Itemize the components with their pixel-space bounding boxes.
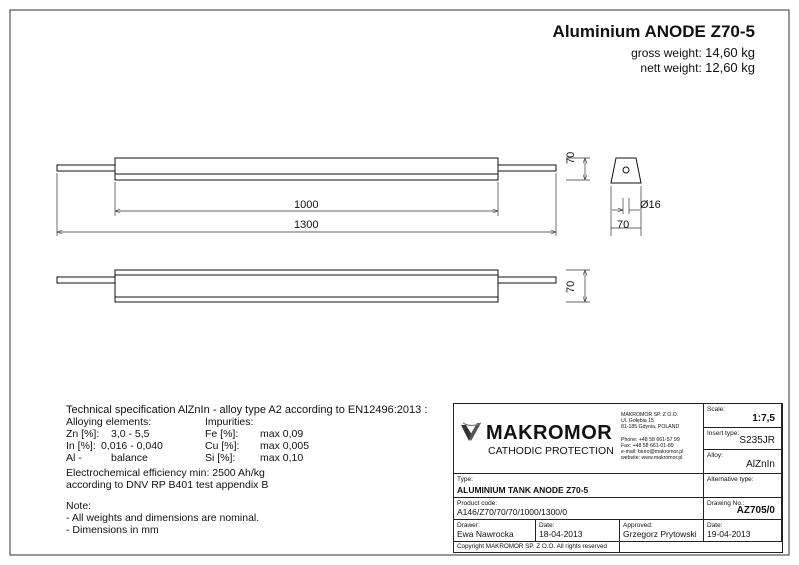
alloy-in-value: 0,016 - 0,040 [101,440,163,452]
drawer-value: Ewa Nawrocka [457,529,514,539]
impurity-cu-element: Cu [%]: [205,440,240,452]
makromor-logo-icon [460,422,482,444]
drawing-no-value: AZ705/0 [736,505,775,516]
dimension-height-bottom: 70 [565,280,577,293]
impurity-fe-element: Fe [%]: [205,428,239,440]
company-name: MAKROMOR SP. Z O.O. [621,412,679,418]
product-code-value: A146/Z70/70/70/1000/1300/0 [457,507,568,517]
logo-name: MAKROMOR [486,422,613,444]
impurities-heading: Impurities: [205,416,254,428]
drawer-label: Drawer: [457,522,480,529]
company-phone: Phone: +48 58 661-57 99 [621,436,680,443]
gross-weight-value: 14,60 kg [705,45,755,60]
company-web: website: www.makromor.pl [621,455,683,462]
alt-type-label: Alternative type: [707,476,754,483]
nett-weight-label: nett weight: [640,61,702,75]
efficiency-line2: according to DNV RP B401 test appendix B [66,479,269,491]
date1-value: 18-04-2013 [539,529,583,539]
dimension-section-width: 70 [617,219,630,231]
alloying-heading: Alloying elements: [66,416,152,428]
company-city: 81-185 Gdynia, POLAND [621,424,680,431]
date1-label: Date: [539,522,555,529]
anode-side-view [57,270,556,302]
approved-label: Approved: [623,522,653,529]
impurity-fe-value: max 0,09 [260,428,304,440]
alloy-in-element: In [%]: [66,440,96,452]
anode-cross-section [611,158,641,183]
approved-value: Grzegorz Prytowski [623,529,697,539]
nett-weight-value: 12,60 kg [705,60,755,75]
drawer-cell [454,520,536,542]
drawing-title: Aluminium ANODE Z70-5 [552,22,755,41]
alloy-value: AlZnIn [746,459,775,470]
drawing-no-label: Drawing No.: [707,500,745,507]
date2-value: 19-04-2013 [707,529,751,539]
alloy-zn-value: 3,0 - 5,5 [111,428,150,440]
insert-cell [704,428,782,450]
impurity-si-element: Si [%]: [205,452,236,464]
alloy-al-value: balance [111,452,148,464]
dimension-insert-diameter: Ø16 [640,199,661,211]
gross-weight-label: gross weight: [631,46,702,60]
note-1: - All weights and dimensions are nominal. [66,512,260,524]
alloy-al-element: Al - [66,452,82,464]
company-fax: Fax: +48 58 661-01-89 [621,442,674,449]
scale-value: 1:7,5 [752,413,775,424]
product-code-cell [454,498,704,520]
type-label: Type: [457,476,473,483]
dimension-height-top: 70 [565,151,577,164]
type-value: ALUMINIUM TANK ANODE Z70-5 [457,485,589,495]
insert-label: Insert type: [707,430,740,437]
product-code-label: Product code: [457,500,498,507]
note-2: - Dimensions in mm [66,524,159,536]
dimension-body-length: 1000 [294,199,319,211]
dimension-total-length: 1300 [294,219,319,231]
date2-label: Date: [707,522,723,529]
approved-cell [620,520,704,542]
alloy-label: Alloy: [707,452,723,459]
scale-label: Scale: [707,406,726,413]
alt-type-cell [704,474,782,498]
date1-cell [536,520,620,542]
copyright-text: Copyright MAKROMOR SP. Z O.O. All rights reserved [457,543,608,550]
note-heading: Note: [66,500,92,512]
impurity-si-value: max 0,10 [260,452,304,464]
company-email: e-mail: biuro@makromor.pl [621,449,684,456]
logo-subtitle: CATHODIC PROTECTION [488,445,614,457]
alloy-zn-element: Zn [%]: [66,428,100,440]
company-street: Ul. Gołębia 15 [621,418,654,425]
type-cell [454,474,704,498]
efficiency-line1: Electrochemical efficiency min: 2500 Ah/kg [66,467,265,479]
alloy-cell [704,450,782,474]
title-block [453,403,783,553]
insert-value: S235JR [739,435,775,446]
date2-cell [704,520,782,542]
anode-top-view [57,158,556,180]
company-address [621,412,683,461]
impurity-cu-value: max 0,005 [260,440,310,452]
scale-cell [704,404,782,428]
logo-cell [454,404,704,474]
copyright-cell [454,542,620,552]
drawing-no-cell [704,498,782,520]
spec-heading: Technical specification AlZnIn - alloy type A2 according to EN12496:2013 : [66,404,428,416]
